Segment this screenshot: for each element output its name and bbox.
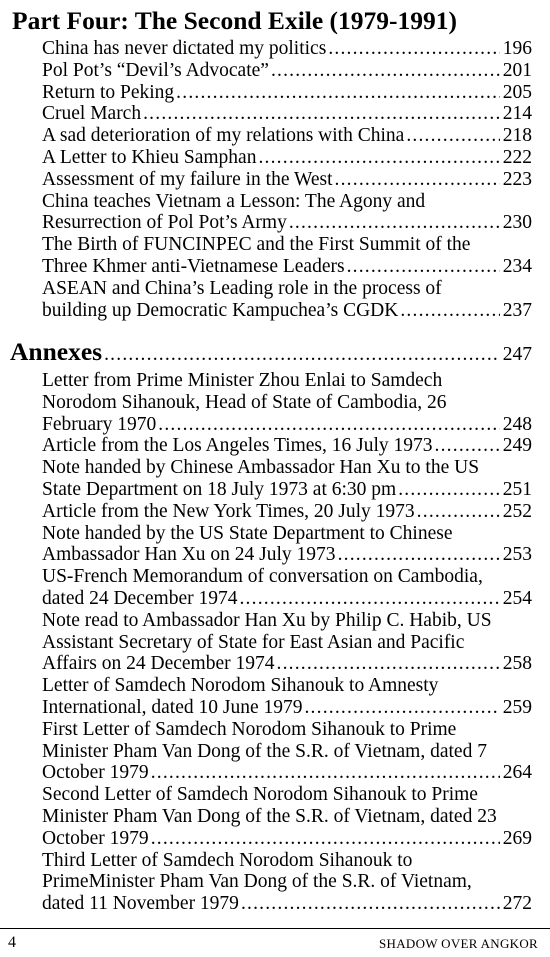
toc-entry-page-number: 196 bbox=[502, 38, 532, 59]
annexes-page-number: 247 bbox=[502, 344, 532, 365]
dot-leader bbox=[104, 340, 500, 370]
part-four-heading: Part Four: The Second Exile (1979-1991) bbox=[12, 6, 458, 35]
toc-entry-last-line bbox=[42, 697, 532, 719]
toc-entry-page-number: 251 bbox=[502, 478, 532, 500]
toc-entry-page-number: 205 bbox=[502, 81, 532, 103]
toc-entry-page-number: 264 bbox=[502, 762, 532, 784]
toc-entry-title: February 1970 bbox=[42, 413, 157, 435]
toc-entry-title: A sad deterioration of my relations with China bbox=[42, 125, 405, 147]
toc-entry bbox=[42, 38, 532, 60]
toc-entry-line: PrimeMinister Pham Van Dong of the S.R. of Vietnam, bbox=[42, 871, 472, 893]
dot-leader bbox=[400, 300, 499, 322]
toc-entry-last-line bbox=[42, 300, 532, 322]
dot-leader bbox=[289, 212, 500, 234]
dot-leader bbox=[151, 828, 500, 850]
toc-entry-title: Pol Pot’s “Devil’s Advocate” bbox=[42, 59, 269, 81]
toc-entry-title: State Department on 18 July 1973 at 6:30 pm bbox=[42, 478, 397, 500]
toc-entry-last-line bbox=[42, 169, 532, 191]
toc-entry-page-number: 201 bbox=[502, 59, 532, 81]
toc-entry-last-line bbox=[42, 653, 532, 675]
toc-entry-line: The Birth of FUNCINPEC and the First Summit of the bbox=[42, 234, 471, 256]
toc-entry-page-number: 272 bbox=[502, 893, 532, 915]
toc-entry-title: October 1979 bbox=[42, 827, 149, 849]
toc-entry-page-number: 230 bbox=[502, 212, 532, 234]
dot-leader bbox=[328, 38, 499, 60]
toc-entry-title: Resurrection of Pol Pot’s Army bbox=[42, 212, 287, 234]
dot-leader bbox=[151, 762, 500, 784]
toc-entry-line: Minister Pham Van Dong of the S.R. of Vietnam, dated 7 bbox=[42, 740, 487, 762]
dot-leader bbox=[435, 435, 500, 457]
toc-entry-last-line bbox=[42, 38, 532, 60]
toc-entry-line: Note handed by the US State Department to Chinese bbox=[42, 522, 453, 544]
toc-entry-title: Affairs on 24 December 1974 bbox=[42, 653, 275, 675]
dot-leader bbox=[143, 103, 500, 125]
toc-entry-last-line bbox=[42, 544, 532, 566]
toc-entry bbox=[42, 234, 532, 278]
toc-entry-page-number: 258 bbox=[502, 653, 532, 675]
toc-entry-page-number: 254 bbox=[502, 587, 532, 609]
dot-leader bbox=[406, 125, 499, 147]
toc-entry-line: Second Letter of Samdech Norodom Sihanouk to Prime bbox=[42, 784, 478, 806]
toc-entry-last-line bbox=[42, 414, 532, 436]
toc-entry-last-line bbox=[42, 82, 532, 104]
toc-entry-last-line bbox=[42, 147, 532, 169]
annexes-entries bbox=[42, 370, 532, 915]
toc-entry-page-number: 223 bbox=[502, 168, 532, 190]
toc-entry-title: Article from the Los Angeles Times, 16 July 1973 bbox=[42, 435, 433, 457]
toc-entry bbox=[42, 169, 532, 191]
toc-entry-line: Norodom Sihanouk, Head of State of Cambodia, 26 bbox=[42, 391, 447, 413]
annexes-heading bbox=[10, 337, 532, 370]
toc-entry-page-number: 214 bbox=[502, 103, 532, 125]
dot-leader bbox=[258, 147, 499, 169]
dot-leader bbox=[338, 544, 500, 566]
toc-entry-line: Minister Pham Van Dong of the S.R. of Vietnam, dated 23 bbox=[42, 805, 497, 827]
toc-entry-last-line bbox=[42, 762, 532, 784]
toc-entry bbox=[42, 523, 532, 567]
toc-entry-page-number: 248 bbox=[502, 413, 532, 435]
toc-entry-line: US-French Memorandum of conversation on Cambodia, bbox=[42, 566, 483, 588]
toc-entry-title: Article from the New York Times, 20 July 1973 bbox=[42, 500, 415, 522]
toc-entry-title: Assessment of my failure in the West bbox=[42, 168, 333, 190]
toc-entry-page-number: 259 bbox=[502, 696, 532, 718]
toc-entry-page-number: 249 bbox=[502, 435, 532, 457]
toc-entry-page-number: 237 bbox=[502, 299, 532, 321]
toc-entry-page-number: 234 bbox=[502, 255, 532, 277]
toc-entry bbox=[42, 191, 532, 235]
toc-entry-line: China teaches Vietnam a Lesson: The Agony and bbox=[42, 190, 426, 212]
toc-entry bbox=[42, 125, 532, 147]
toc-entry-last-line bbox=[42, 60, 532, 82]
dot-leader bbox=[304, 697, 499, 719]
dot-leader bbox=[239, 588, 499, 610]
toc-entry bbox=[42, 147, 532, 169]
toc-entry bbox=[42, 457, 532, 501]
dot-leader bbox=[347, 256, 500, 278]
toc-entry-title: building up Democratic Kampuchea’s CGDK bbox=[42, 299, 399, 321]
toc-entry-line: Note read to Ambassador Han Xu by Philip C. Habib, US bbox=[42, 609, 492, 631]
toc-entry-last-line bbox=[42, 256, 532, 278]
toc-entry-title: China has never dictated my politics bbox=[42, 38, 327, 59]
toc-entry-last-line bbox=[42, 893, 532, 915]
toc-entry bbox=[42, 719, 532, 784]
toc-entry-title: dated 24 December 1974 bbox=[42, 587, 238, 609]
toc-entry-page-number: 222 bbox=[502, 146, 532, 168]
toc-entry-last-line bbox=[42, 435, 532, 457]
toc-entry-last-line bbox=[42, 125, 532, 147]
toc-entry bbox=[42, 566, 532, 610]
annexes-title: Annexes bbox=[10, 337, 103, 366]
toc-entry-line: ASEAN and China’s Leading role in the process of bbox=[42, 277, 442, 299]
dot-leader bbox=[158, 414, 499, 436]
toc-entry-last-line bbox=[42, 479, 532, 501]
toc-entry-page-number: 218 bbox=[502, 125, 532, 147]
toc-entry-last-line bbox=[42, 103, 532, 125]
toc-entry bbox=[42, 278, 532, 322]
dot-leader bbox=[271, 60, 500, 82]
toc-entry-title: October 1979 bbox=[42, 762, 149, 784]
toc-entry-line: Third Letter of Samdech Norodom Sihanouk to bbox=[42, 849, 413, 871]
dot-leader bbox=[241, 893, 500, 915]
footer-rule bbox=[0, 928, 550, 929]
dot-leader bbox=[335, 169, 500, 191]
toc-entry-page-number: 253 bbox=[502, 544, 532, 566]
toc-entry-line: Assistant Secretary of State for East Asian and Pacific bbox=[42, 631, 465, 653]
toc-entry bbox=[42, 103, 532, 125]
toc-entry-line: Note handed by Chinese Ambassador Han Xu to the US bbox=[42, 457, 480, 479]
toc-entry bbox=[42, 82, 532, 104]
part-four-entries bbox=[42, 38, 532, 321]
toc-entry-page-number: 269 bbox=[502, 827, 532, 849]
toc-entry-title: A Letter to Khieu Samphan bbox=[42, 146, 257, 168]
dot-leader bbox=[277, 653, 500, 675]
toc-entry-last-line bbox=[42, 212, 532, 234]
dot-leader bbox=[417, 501, 500, 523]
toc-entry bbox=[42, 370, 532, 435]
toc-entry bbox=[42, 60, 532, 82]
toc-entry-last-line bbox=[42, 588, 532, 610]
dot-leader bbox=[398, 479, 500, 501]
toc-entry-title: Ambassador Han Xu on 24 July 1973 bbox=[42, 544, 336, 566]
toc-entry-title: Three Khmer anti-Vietnamese Leaders bbox=[42, 255, 345, 277]
toc-entry bbox=[42, 784, 532, 849]
toc-entry-page-number: 252 bbox=[502, 500, 532, 522]
toc-entry bbox=[42, 850, 532, 915]
toc-entry bbox=[42, 610, 532, 675]
toc-entry-title: Return to Peking bbox=[42, 81, 175, 103]
footer-page-number: 4 bbox=[8, 934, 16, 951]
footer-running-title: SHADOW OVER ANGKOR bbox=[378, 936, 538, 951]
toc-entry-title: Cruel March bbox=[42, 103, 142, 125]
dot-leader bbox=[176, 82, 500, 104]
toc-entry bbox=[42, 675, 532, 719]
toc-entry-title: International, dated 10 June 1979 bbox=[42, 696, 303, 718]
toc-entry-line: Letter of Samdech Norodom Sihanouk to Amnesty bbox=[42, 675, 439, 697]
toc-entry-line: Letter from Prime Minister Zhou Enlai to Samdech bbox=[42, 370, 443, 391]
toc-entry-last-line bbox=[42, 501, 532, 523]
toc-entry-last-line bbox=[42, 828, 532, 850]
toc-entry-title: dated 11 November 1979 bbox=[42, 893, 239, 915]
toc-entry bbox=[42, 435, 532, 457]
toc-entry bbox=[42, 501, 532, 523]
toc-entry-line: First Letter of Samdech Norodom Sihanouk to Prime bbox=[42, 718, 457, 740]
